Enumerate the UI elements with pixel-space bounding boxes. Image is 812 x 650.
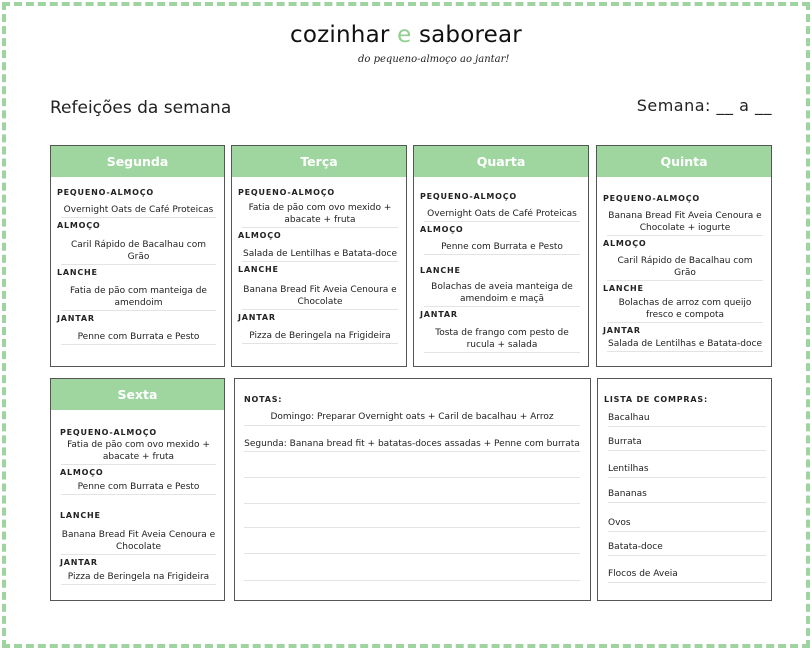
meal-lunch: Caril Rápido de Bacalhau com Grão	[61, 239, 216, 265]
meal-snack: Bolachas de arroz com queijo fresco e compota	[607, 297, 763, 323]
meal-lunch: Penne com Burrata e Pesto	[61, 481, 216, 495]
meal-label-dinner: JANTAR	[603, 326, 641, 335]
brand-title	[0, 22, 812, 48]
day-card-quarta	[413, 145, 589, 367]
meal-label-breakfast: PEQUENO-ALMOÇO	[57, 188, 154, 197]
shopping-item: Burrata	[608, 437, 766, 451]
note-line	[244, 477, 580, 478]
meal-label-dinner: JANTAR	[57, 314, 95, 323]
meal-label-dinner: JANTAR	[420, 310, 458, 319]
meal-label-snack: LANCHE	[60, 511, 101, 520]
meal-lunch: Salada de Lentilhas e Batata-doce	[242, 248, 398, 262]
meal-dinner: Pizza de Beringela na Frigideira	[242, 330, 398, 344]
shopping-list-title: LISTA DE COMPRAS:	[604, 395, 708, 404]
meal-breakfast: Banana Bread Fit Aveia Cenoura e Chocolate + iogurte	[607, 210, 763, 236]
meal-snack: Bolachas de aveia manteiga de amendoim e maçã	[424, 281, 580, 307]
notes-card	[234, 378, 591, 601]
meal-snack: Banana Bread Fit Aveia Cenoura e Chocolate	[61, 529, 216, 555]
meal-dinner: Salada de Lentilhas e Batata-doce	[607, 338, 763, 352]
meal-label-snack: LANCHE	[420, 266, 461, 275]
meal-label-snack: LANCHE	[238, 265, 279, 274]
meal-breakfast: Fatia de pão com ovo mexido + abacate + fruta	[242, 202, 398, 228]
meal-label-breakfast: PEQUENO-ALMOÇO	[603, 194, 700, 203]
day-card-segunda	[50, 145, 225, 367]
day-card-quinta	[596, 145, 772, 367]
meal-label-dinner: JANTAR	[60, 558, 98, 567]
shopping-item: Lentilhas	[608, 464, 766, 478]
meal-dinner: Penne com Burrata e Pesto	[61, 331, 216, 345]
note-line	[244, 503, 580, 504]
note-line	[244, 425, 580, 426]
note-line	[244, 580, 580, 581]
note-item: Segunda: Banana bread fit + batatas-doces assadas + Penne com burrata	[244, 439, 580, 449]
meal-label-lunch: ALMOÇO	[57, 221, 101, 230]
meal-lunch: Caril Rápido de Bacalhau com Grão	[607, 255, 763, 281]
brand-header	[0, 22, 812, 65]
day-header: Quarta	[414, 146, 588, 177]
brand-title-part1: cozinhar	[290, 22, 390, 48]
meal-snack: Fatia de pão com manteiga de amendoim	[61, 285, 216, 311]
brand-title-accent: e	[397, 22, 412, 48]
note-line	[244, 451, 580, 452]
notes-title: NOTAS:	[244, 395, 283, 404]
shopping-item: Batata-doce	[608, 542, 766, 556]
note-line	[244, 553, 580, 554]
note-line	[244, 527, 580, 528]
meal-breakfast: Fatia de pão com ovo mexido + abacate + fruta	[61, 439, 216, 465]
meal-label-breakfast: PEQUENO-ALMOÇO	[238, 188, 335, 197]
meal-label-snack: LANCHE	[603, 284, 644, 293]
meal-label-dinner: JANTAR	[238, 313, 276, 322]
day-header: Quinta	[597, 146, 771, 177]
meal-breakfast: Overnight Oats de Café Proteicas	[424, 208, 580, 222]
meal-label-lunch: ALMOÇO	[60, 468, 104, 477]
brand-title-part2: saborear	[418, 22, 522, 48]
meal-breakfast: Overnight Oats de Café Proteicas	[61, 204, 216, 218]
day-header: Terça	[232, 146, 406, 177]
meal-dinner: Pizza de Beringela na Frigideira	[61, 571, 216, 585]
day-header: Segunda	[51, 146, 224, 177]
shopping-item: Ovos	[608, 518, 766, 532]
meal-label-lunch: ALMOÇO	[603, 239, 647, 248]
meal-lunch: Penne com Burrata e Pesto	[424, 241, 580, 255]
shopping-item: Bananas	[608, 489, 766, 503]
meal-label-lunch: ALMOÇO	[238, 231, 282, 240]
week-label: Semana: __ a __	[636, 96, 772, 115]
day-card-terca	[231, 145, 407, 367]
meal-label-lunch: ALMOÇO	[420, 225, 464, 234]
day-header: Sexta	[51, 379, 224, 410]
meal-label-snack: LANCHE	[57, 268, 98, 277]
meal-dinner: Tosta de frango com pesto de rucula + salada	[424, 327, 580, 353]
meal-label-breakfast: PEQUENO-ALMOÇO	[420, 192, 517, 201]
shopping-item: Flocos de Aveia	[608, 569, 766, 583]
meal-label-breakfast: PEQUENO-ALMOÇO	[60, 428, 157, 437]
shopping-list-card	[597, 378, 772, 601]
brand-subtitle: do pequeno-almoço ao jantar!	[358, 54, 510, 65]
meal-snack: Banana Bread Fit Aveia Cenoura e Chocolate	[242, 284, 398, 310]
page-title: Refeições da semana	[50, 98, 232, 118]
note-item: Domingo: Preparar Overnight oats + Caril de bacalhau + Arroz	[270, 412, 554, 422]
day-card-sexta	[50, 378, 225, 601]
shopping-item: Bacalhau	[608, 413, 766, 427]
